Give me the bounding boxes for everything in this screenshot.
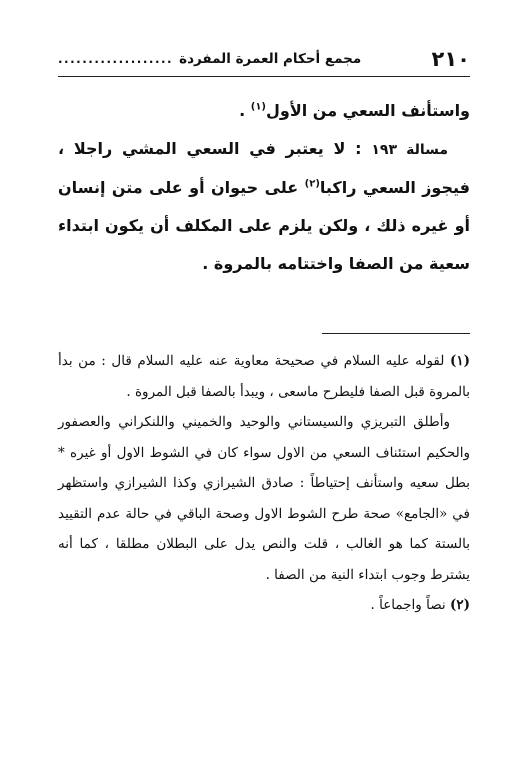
footnote-ref-1: (١) — [250, 101, 266, 113]
main-text — [58, 92, 470, 283]
footnote-2-number: (٢) — [449, 597, 470, 613]
footnote-1 — [58, 346, 470, 407]
page-header — [58, 44, 470, 77]
footnote-ref-2: (٢) — [304, 178, 320, 190]
running-title: مجمع أحكام العمرة المفردة — [179, 51, 362, 67]
footnote-paragraph-2: وأطلق التبريزي والسيستاني والوحيد والخميني واللنكراني والعصفور والحكيم استئناف السعي من الاول سواء كان في الشوط الاول أو غيره * بطل سعيه واستأنف إحتياطاً : صادق الشيرازي وكذا الشيرازي واستظهر في «الجامع» صحة طرح الشوط الاول وصحة الباقي في حالة عدم التقييد بالستة كما هو الغالب ، قلت والنص يدل على البطلان مطلقا ، كما أنه يشترط وجوب ابتداء النية من الصفا . — [58, 414, 470, 583]
masala-label: مسالة ١٩٣ — [371, 142, 448, 158]
main-paragraph-1 — [58, 92, 470, 130]
footnote-separator — [322, 333, 470, 334]
footnote-1-text: لقوله عليه السلام في صحيحة معاوية عنه عليه السلام قال : من بدأ بالمروة قبل الصفا فليطرح ماسعى ، ويبدأ بالصفا قبل المروة . — [58, 353, 470, 400]
masala-text-a: : لا يعتبر في السعي المشي راجلا ، فيجوز السعي راكبا — [58, 139, 470, 197]
footnotes — [58, 346, 470, 621]
masala-paragraph — [58, 130, 470, 283]
page-number: ٢١٠ — [431, 47, 470, 71]
footnote-1-number: (١) — [449, 353, 470, 369]
footnote-2 — [58, 590, 470, 621]
running-title-group — [58, 51, 361, 67]
header-dots: ................... — [58, 52, 174, 66]
main-line-1-end: . — [239, 101, 251, 120]
main-line-1: واستأنف السعي من الأول — [266, 101, 470, 120]
footnote-2-text: نصاً واجماعاً . — [370, 597, 450, 613]
masala-text-b: على حيوان أو على متن إنسان أو غيره ذلك ، ولكن يلزم على المكلف أن يكون ابتداء سعية من الصفا واختتامه بالمروة . — [58, 178, 470, 273]
